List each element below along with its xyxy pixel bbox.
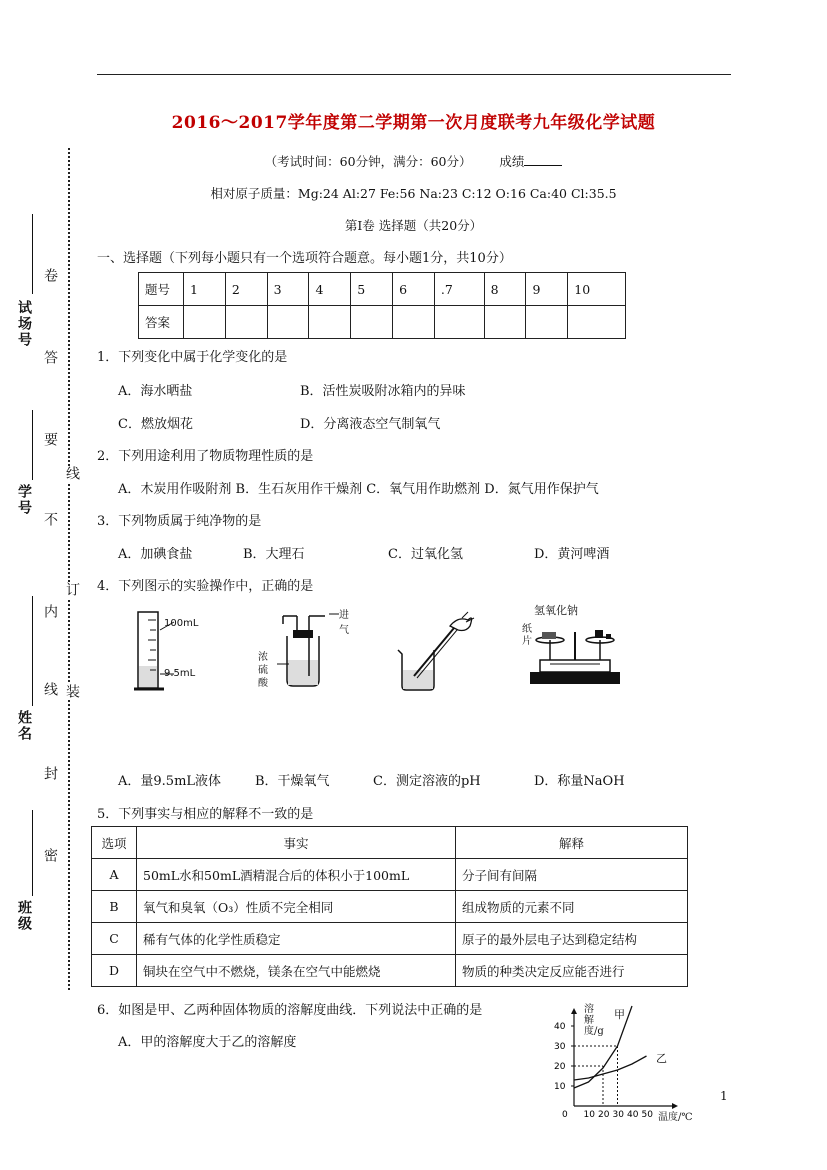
q5-cell-option: C: [92, 923, 137, 955]
q4-option-c[interactable]: C．测定溶液的pH: [373, 774, 481, 789]
series-label-yi: 乙: [656, 1052, 667, 1065]
seal-char: 答: [42, 350, 58, 366]
table-row: [92, 859, 688, 891]
q5-cell-fact: 稀有气体的化学性质稳定: [137, 923, 456, 955]
q5-cell-option: B: [92, 891, 137, 923]
q5-stem: 5．下列事实与相应的解释不一致的是: [97, 807, 314, 822]
atomic-mass: 相对原子质量：Mg:24 Al:27 Fe:56 Na:23 C:12 O:16 Ca:40 Cl:35.5: [210, 186, 617, 201]
x-axis-label: 温度/℃: [658, 1112, 693, 1123]
x-tick-label: 40: [627, 1110, 639, 1120]
y-axis-arrow-icon: [571, 1008, 577, 1014]
answer-cell[interactable]: [393, 306, 435, 339]
x-tick-label: 10: [583, 1110, 595, 1120]
q5-header-option: 选项: [92, 827, 137, 859]
student-no-blank[interactable]: [32, 410, 33, 480]
question-number: 6: [393, 273, 435, 306]
q5-cell-explanation: 物质的种类决定反应能否进行: [456, 955, 688, 987]
paper-label-2: 片: [522, 636, 532, 647]
q4-stem: 4．下列图示的实验操作中，正确的是: [97, 579, 314, 594]
gas-in-label: 进气: [339, 610, 349, 636]
answer-cell[interactable]: [309, 306, 351, 339]
class-label: 班级: [16, 900, 32, 932]
seal-char: 密: [42, 848, 58, 864]
x-tick-label: 20: [598, 1110, 610, 1120]
question-number: 10: [568, 273, 626, 306]
q2-stem: 2．下列用途利用了物质物理性质的是: [97, 449, 314, 464]
y-tick-label: 20: [554, 1062, 566, 1072]
exam-room-blank[interactable]: [32, 214, 33, 294]
q5-cell-fact: 氧气和臭氧（O₃）性质不完全相同: [137, 891, 456, 923]
question-number: 8: [484, 273, 526, 306]
score-label: 成绩: [499, 154, 525, 169]
solubility-chart: [548, 1004, 708, 1122]
question-number: 9: [526, 273, 568, 306]
q4-option-d[interactable]: D．称量NaOH: [534, 774, 625, 789]
acid-label-2: 硫: [258, 665, 268, 676]
answer-cell[interactable]: [434, 306, 484, 339]
y-axis-label: 溶解度/g: [584, 1004, 604, 1037]
q3-stem: 3．下列物质属于纯净物的是: [97, 514, 262, 529]
y-tick-label: 10: [554, 1082, 566, 1092]
q3-option-a[interactable]: A．加碘食盐: [118, 547, 193, 562]
acid-label-3: 酸: [258, 678, 268, 689]
student-no-label: 学号: [16, 484, 32, 516]
seal-char: 封: [42, 766, 58, 782]
answer-table-answer-row: [139, 306, 626, 339]
solubility-chart-svg: [548, 1004, 708, 1122]
answer-cell[interactable]: [225, 306, 267, 339]
table-row: [92, 923, 688, 955]
q1-option-b[interactable]: B．活性炭吸附冰箱内的异味: [300, 384, 466, 399]
answer-cell[interactable]: [484, 306, 526, 339]
q4-option-b[interactable]: B．干燥氧气: [255, 774, 330, 789]
question-number: 4: [309, 273, 351, 306]
x-tick-label: 30: [612, 1110, 624, 1120]
q5-header-explanation: 解释: [456, 827, 688, 859]
cylinder-bottom-label: 9.5mL: [164, 668, 196, 679]
q5-cell-explanation: 分子间有间隔: [456, 859, 688, 891]
gas-washing-bottle-figure: [255, 606, 355, 696]
question-number: 5: [351, 273, 393, 306]
q4-option-a[interactable]: A．量9.5mL液体: [118, 774, 222, 789]
binding-dotted-line: [68, 148, 70, 990]
q5-cell-fact: 50mL水和50mL酒精混合后的体积小于100mL: [137, 859, 456, 891]
answer-row-label: 答案: [139, 306, 184, 339]
q1-option-c[interactable]: C．燃放烟花: [118, 417, 193, 432]
ph-test-figure: [392, 606, 492, 696]
q5-cell-explanation: 组成物质的元素不同: [456, 891, 688, 923]
seal-char: 要: [42, 432, 58, 448]
exam-title: 2016～2017学年度第二学期第一次月度联考九年级化学试题: [171, 113, 656, 133]
seal-char: 线: [42, 682, 58, 698]
question-number: 3: [267, 273, 309, 306]
q5-cell-option: A: [92, 859, 137, 891]
answer-table: [138, 272, 626, 339]
paper-label-1: 纸: [522, 624, 532, 635]
q5-cell-option: D: [92, 955, 137, 987]
x-tick-label: 50: [641, 1110, 653, 1120]
q1-option-a[interactable]: A．海水晒盐: [118, 384, 193, 399]
y-tick-label: 40: [554, 1022, 566, 1032]
q3-option-b[interactable]: B．大理石: [243, 547, 305, 562]
graduated-cylinder-figure: [130, 606, 220, 696]
name-blank[interactable]: [32, 596, 33, 706]
answer-cell[interactable]: [184, 306, 226, 339]
section-title: 第Ⅰ卷 选择题（共20分）: [344, 218, 483, 233]
seal-char: 内: [42, 604, 58, 620]
score-blank[interactable]: [524, 153, 562, 166]
answer-row-label: 题号: [139, 273, 184, 306]
x-tick-label: 0: [562, 1110, 568, 1120]
q5-cell-explanation: 原子的最外层电子达到稳定结构: [456, 923, 688, 955]
answer-cell[interactable]: [351, 306, 393, 339]
question-number: 1: [184, 273, 226, 306]
seal-char: 卷: [42, 268, 58, 284]
part1-instruction: 一、选择题（下列每小题只有一个选项符合题意。每小题1分，共10分）: [97, 251, 512, 266]
bind-char: 装: [64, 684, 80, 700]
header-rule: [97, 74, 731, 75]
question-number: .7: [434, 273, 484, 306]
q2-options[interactable]: A．木炭用作吸附剂 B．生石灰用作干燥剂 C．氧气用作助燃剂 D．氮气用作保护气: [118, 482, 599, 497]
q1-option-d[interactable]: D．分离液态空气制氧气: [300, 417, 441, 432]
bind-char: 订: [64, 582, 80, 598]
ph-beaker-icon: [392, 606, 492, 696]
q5-cell-fact: 铜块在空气中不燃烧，镁条在空气中能燃烧: [137, 955, 456, 987]
answer-table-number-row: [139, 273, 626, 306]
table-row: [92, 955, 688, 987]
exam-info: [0, 152, 827, 170]
question-number: 2: [225, 273, 267, 306]
name-label: 姓名: [16, 710, 32, 742]
q6-option-a[interactable]: A．甲的溶解度大于乙的溶解度: [118, 1035, 297, 1050]
q3-option-d[interactable]: D．黄河啤酒: [534, 547, 610, 562]
seal-char: 不: [42, 512, 58, 528]
answer-cell[interactable]: [526, 306, 568, 339]
table-row: [92, 891, 688, 923]
q3-option-c[interactable]: C．过氧化氢: [388, 547, 463, 562]
cylinder-top-label: 100mL: [164, 618, 199, 629]
class-blank[interactable]: [32, 810, 33, 896]
naoh-label: 氢氧化钠: [534, 604, 578, 617]
exam-time: （考试时间：60分钟，满分：60分）: [264, 154, 472, 169]
answer-cell[interactable]: [568, 306, 626, 339]
y-tick-label: 30: [554, 1042, 566, 1052]
balance-figure: [520, 602, 630, 698]
q5-table-header: [92, 827, 688, 859]
answer-cell[interactable]: [267, 306, 309, 339]
q5-header-fact: 事实: [137, 827, 456, 859]
exam-room-label: 试场号: [16, 300, 32, 348]
series-label-jia: 甲: [614, 1008, 625, 1021]
q5-table: [91, 826, 688, 987]
acid-label-1: 浓: [258, 652, 268, 663]
q1-stem: 1．下列变化中属于化学变化的是: [97, 350, 288, 365]
q6-stem: 6．如图是甲、乙两种固体物质的溶解度曲线．下列说法中正确的是: [97, 1003, 483, 1018]
series-line-1: [574, 1056, 647, 1080]
bind-char: 线: [64, 466, 80, 482]
page-number: 1: [720, 1089, 728, 1103]
